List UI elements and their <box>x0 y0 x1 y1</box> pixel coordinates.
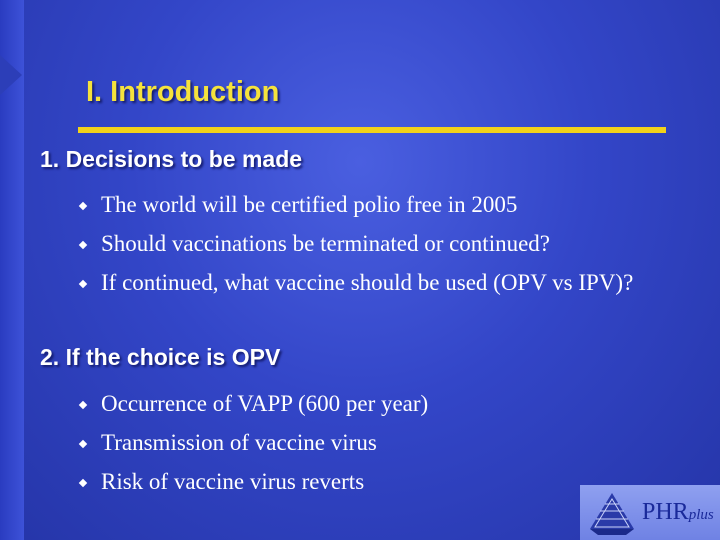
logo-text <box>642 499 714 526</box>
left-notch <box>0 55 22 95</box>
bullet-text: Should vaccinations be terminated or continued? <box>101 231 551 256</box>
section-1-bullet-list <box>78 191 688 308</box>
left-decoration <box>0 0 24 540</box>
bullet-item <box>78 230 688 258</box>
pyramid-icon <box>586 489 638 537</box>
bullet-text: The world will be certified polio free in 2005 <box>101 192 518 217</box>
bullet-item <box>78 191 688 219</box>
diamond-bullet-icon <box>79 280 87 288</box>
bullet-text: If continued, what vaccine should be used (OPV vs IPV)? <box>101 270 634 295</box>
logo-sub: plus <box>688 507 714 523</box>
diamond-bullet-icon <box>79 401 87 409</box>
phr-plus-logo <box>580 485 720 540</box>
bullet-item <box>78 269 661 297</box>
bullet-item <box>78 390 688 418</box>
slide-title: I. Introduction <box>86 76 280 108</box>
title-underline <box>78 127 666 133</box>
logo-main: PHR <box>642 499 689 525</box>
diamond-bullet-icon <box>79 241 87 249</box>
bullet-text: Occurrence of VAPP (600 per year) <box>101 391 429 416</box>
bullet-text: Transmission of vaccine virus <box>101 430 377 455</box>
diamond-bullet-icon <box>79 479 87 487</box>
section-heading-2: 2. If the choice is OPV <box>40 344 281 370</box>
bullet-text: Risk of vaccine virus reverts <box>101 469 365 494</box>
diamond-bullet-icon <box>79 202 87 210</box>
section-heading-1: 1. Decisions to be made <box>40 146 303 172</box>
diamond-bullet-icon <box>79 440 87 448</box>
bullet-item <box>78 429 688 457</box>
